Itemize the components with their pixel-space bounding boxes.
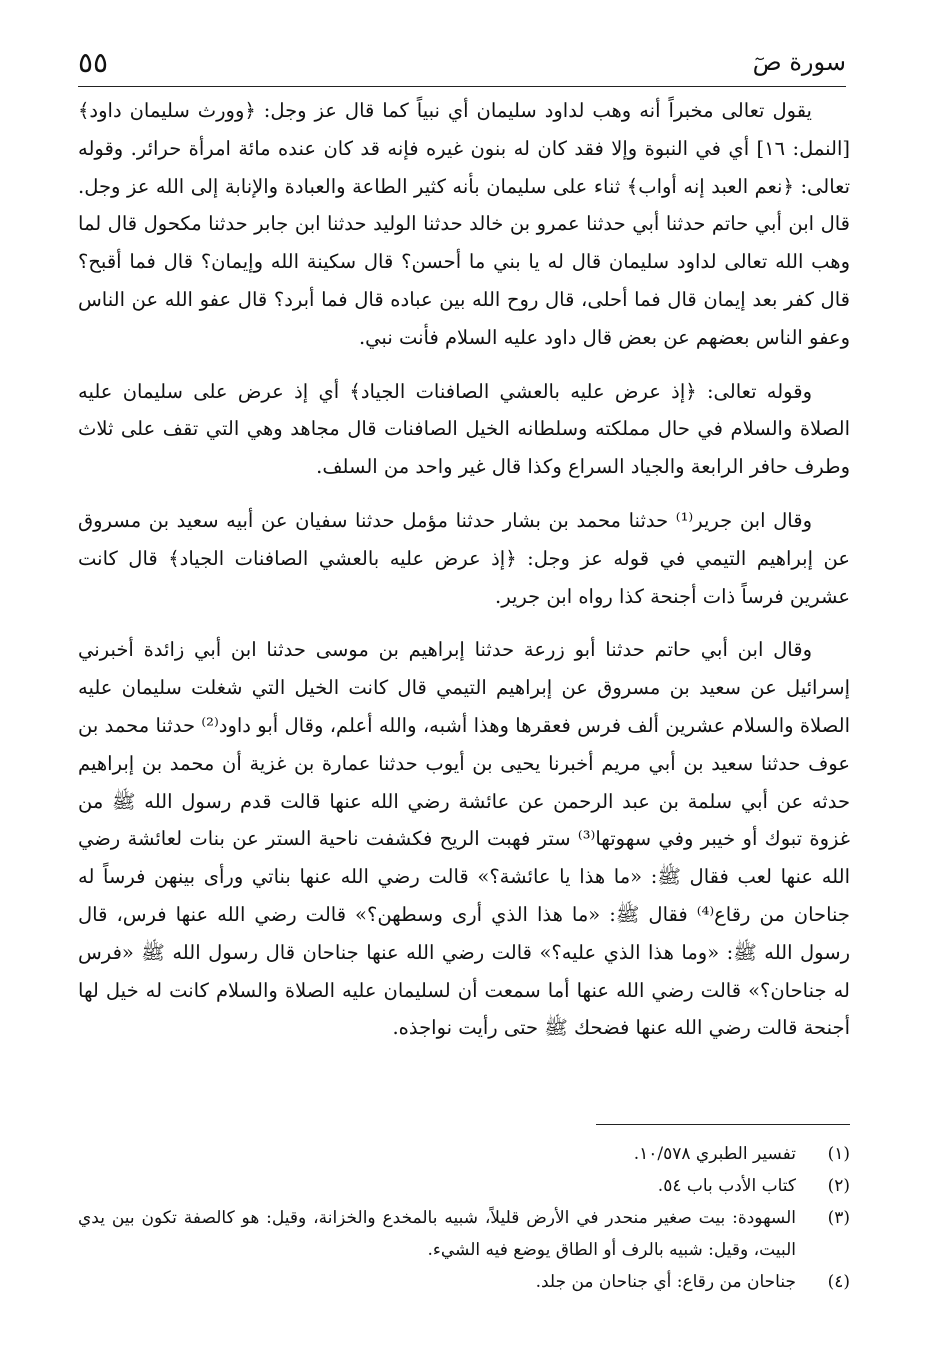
footnote-number: (٣) <box>827 1208 850 1228</box>
main-text <box>78 92 850 1063</box>
page-number: ٥٥ <box>78 46 109 79</box>
paragraph: وقال ابن جرير⁽¹⁾ حدثنا محمد بن بشار حدثنا مؤمل حدثنا سفيان عن أبيه سعيد بن مسروق عن إبراهيم التيمي في قوله عز وجل: ﴿إذ عرض عليه بالعشي الصافنات الجياد﴾ قال كانت عشرين فرساً ذات أجنحة كذا رواه ابن جرير. <box>78 508 850 608</box>
footnotes <box>78 1138 850 1298</box>
footnote <box>78 1170 850 1202</box>
footnote <box>78 1266 850 1298</box>
surah-title: سورة صٓ <box>752 48 846 76</box>
paragraph: وقال ابن أبي حاتم حدثنا أبو زرعة حدثنا إبراهيم بن موسى حدثنا ابن أبي زائدة أخبرني إسرائيل عن سعيد بن مسروق عن إبراهيم التيمي قال كانت الخيل التي شغلت سليمان عليه الصلاة والسلام عشرين ألف فرس فعقرها وهذا أشبه، والله أعلم، وقال أبو داود⁽²⁾ حدثنا محمد بن عوف حدثنا سعيد بن أبي مريم أخبرنا يحيى بن أيوب حدثنا عمارة بن غزية أن محمد بن إبراهيم حدثه عن أبي سلمة بن عبد الرحمن عن عائشة رضي الله عنها قالت قدم رسول الله ﷺ من غزوة تبوك أو خيبر وفي سهوتها⁽³⁾ ستر فهبت الريح فكشفت ناحية الستر عن بنات لعائشة رضي الله عنها لعب فقال ﷺ: «ما هذا يا عائشة؟» قالت رضي الله عنها بناتي ورأى بينهن فرساً له جناحان من رقاع⁽⁴⁾ فقال ﷺ: «ما هذا الذي أرى وسطهن؟» قالت رضي الله عنها فرس، قال رسول الله ﷺ: «وما هذا الذي عليه؟» قالت رضي الله عنها جناحان قال رسول الله ﷺ «فرس له جناحان؟» قالت رضي الله عنها أما سمعت أن لسليمان عليه الصلاة والسلام كانت له خيل لها أجنحة قالت رضي الله عنها فضحك ﷺ حتى رأيت نواجذه. <box>78 638 850 1040</box>
footnote <box>78 1202 850 1266</box>
footnote <box>78 1138 850 1170</box>
footnote-separator <box>596 1124 850 1125</box>
footnote-text: تفسير الطبري ١٠/٥٧٨. <box>633 1144 796 1164</box>
footnote-text: كتاب الأدب باب ٥٤. <box>657 1176 796 1196</box>
footnote-number: (٢) <box>827 1176 850 1196</box>
footnote-text: السهودة: بيت صغير منحدر في الأرض قليلاً، شبيه بالمخدع والخزانة، وقيل: هو كالصفة تكون بين يدي البيت، وقيل: شبيه بالرف أو الطاق يوضع فيه الشيء. <box>78 1208 796 1260</box>
paragraph: وقوله تعالى: ﴿إذ عرض عليه بالعشي الصافنات الجياد﴾ أي إذ عرض على سليمان عليه الصلاة والسلام في حال مملكته وسلطانه الخيل الصافنات قال مجاهد وهي التي تقف على ثلاث وطرف حافر الرابعة والجياد السراع وكذا قال غير واحد من السلف. <box>78 379 850 479</box>
footnote-number: (٤) <box>827 1272 850 1292</box>
header-rule <box>78 86 846 87</box>
paragraph: يقول تعالى مخبراً أنه وهب لداود سليمان أي نبياً كما قال عز وجل: ﴿وورث سليمان داود﴾ [النمل: ١٦] أي في النبوة وإلا فقد كان له بنون غيره فإنه قد كان عنده مائة امرأة حرائر. وقوله تعالى: ﴿نعم العبد إنه أواب﴾ ثناء على سليمان بأنه كثير الطاعة والعبادة والإنابة إلى الله عز وجل. قال ابن أبي حاتم حدثنا أبي حدثنا عمرو بن خالد حدثنا الوليد حدثنا ابن جابر حدثنا مكحول قال لما وهب الله تعالى لداود سليمان قال له يا بني ما أحسن؟ قال سكينة الله وإيمان؟ قال فما أقبح؟ قال كفر بعد إيمان قال فما أحلى، قال روح الله بين عباده قال فما أبرد؟ قال عفو الله عن الناس وعفو الناس بعضهم عن بعض قال داود عليه السلام فأنت نبي. <box>78 99 850 349</box>
footnote-text: جناحان من رقاع: أي جناحان من جلد. <box>535 1272 796 1292</box>
page-header <box>78 40 846 80</box>
footnote-number: (١) <box>827 1144 850 1164</box>
